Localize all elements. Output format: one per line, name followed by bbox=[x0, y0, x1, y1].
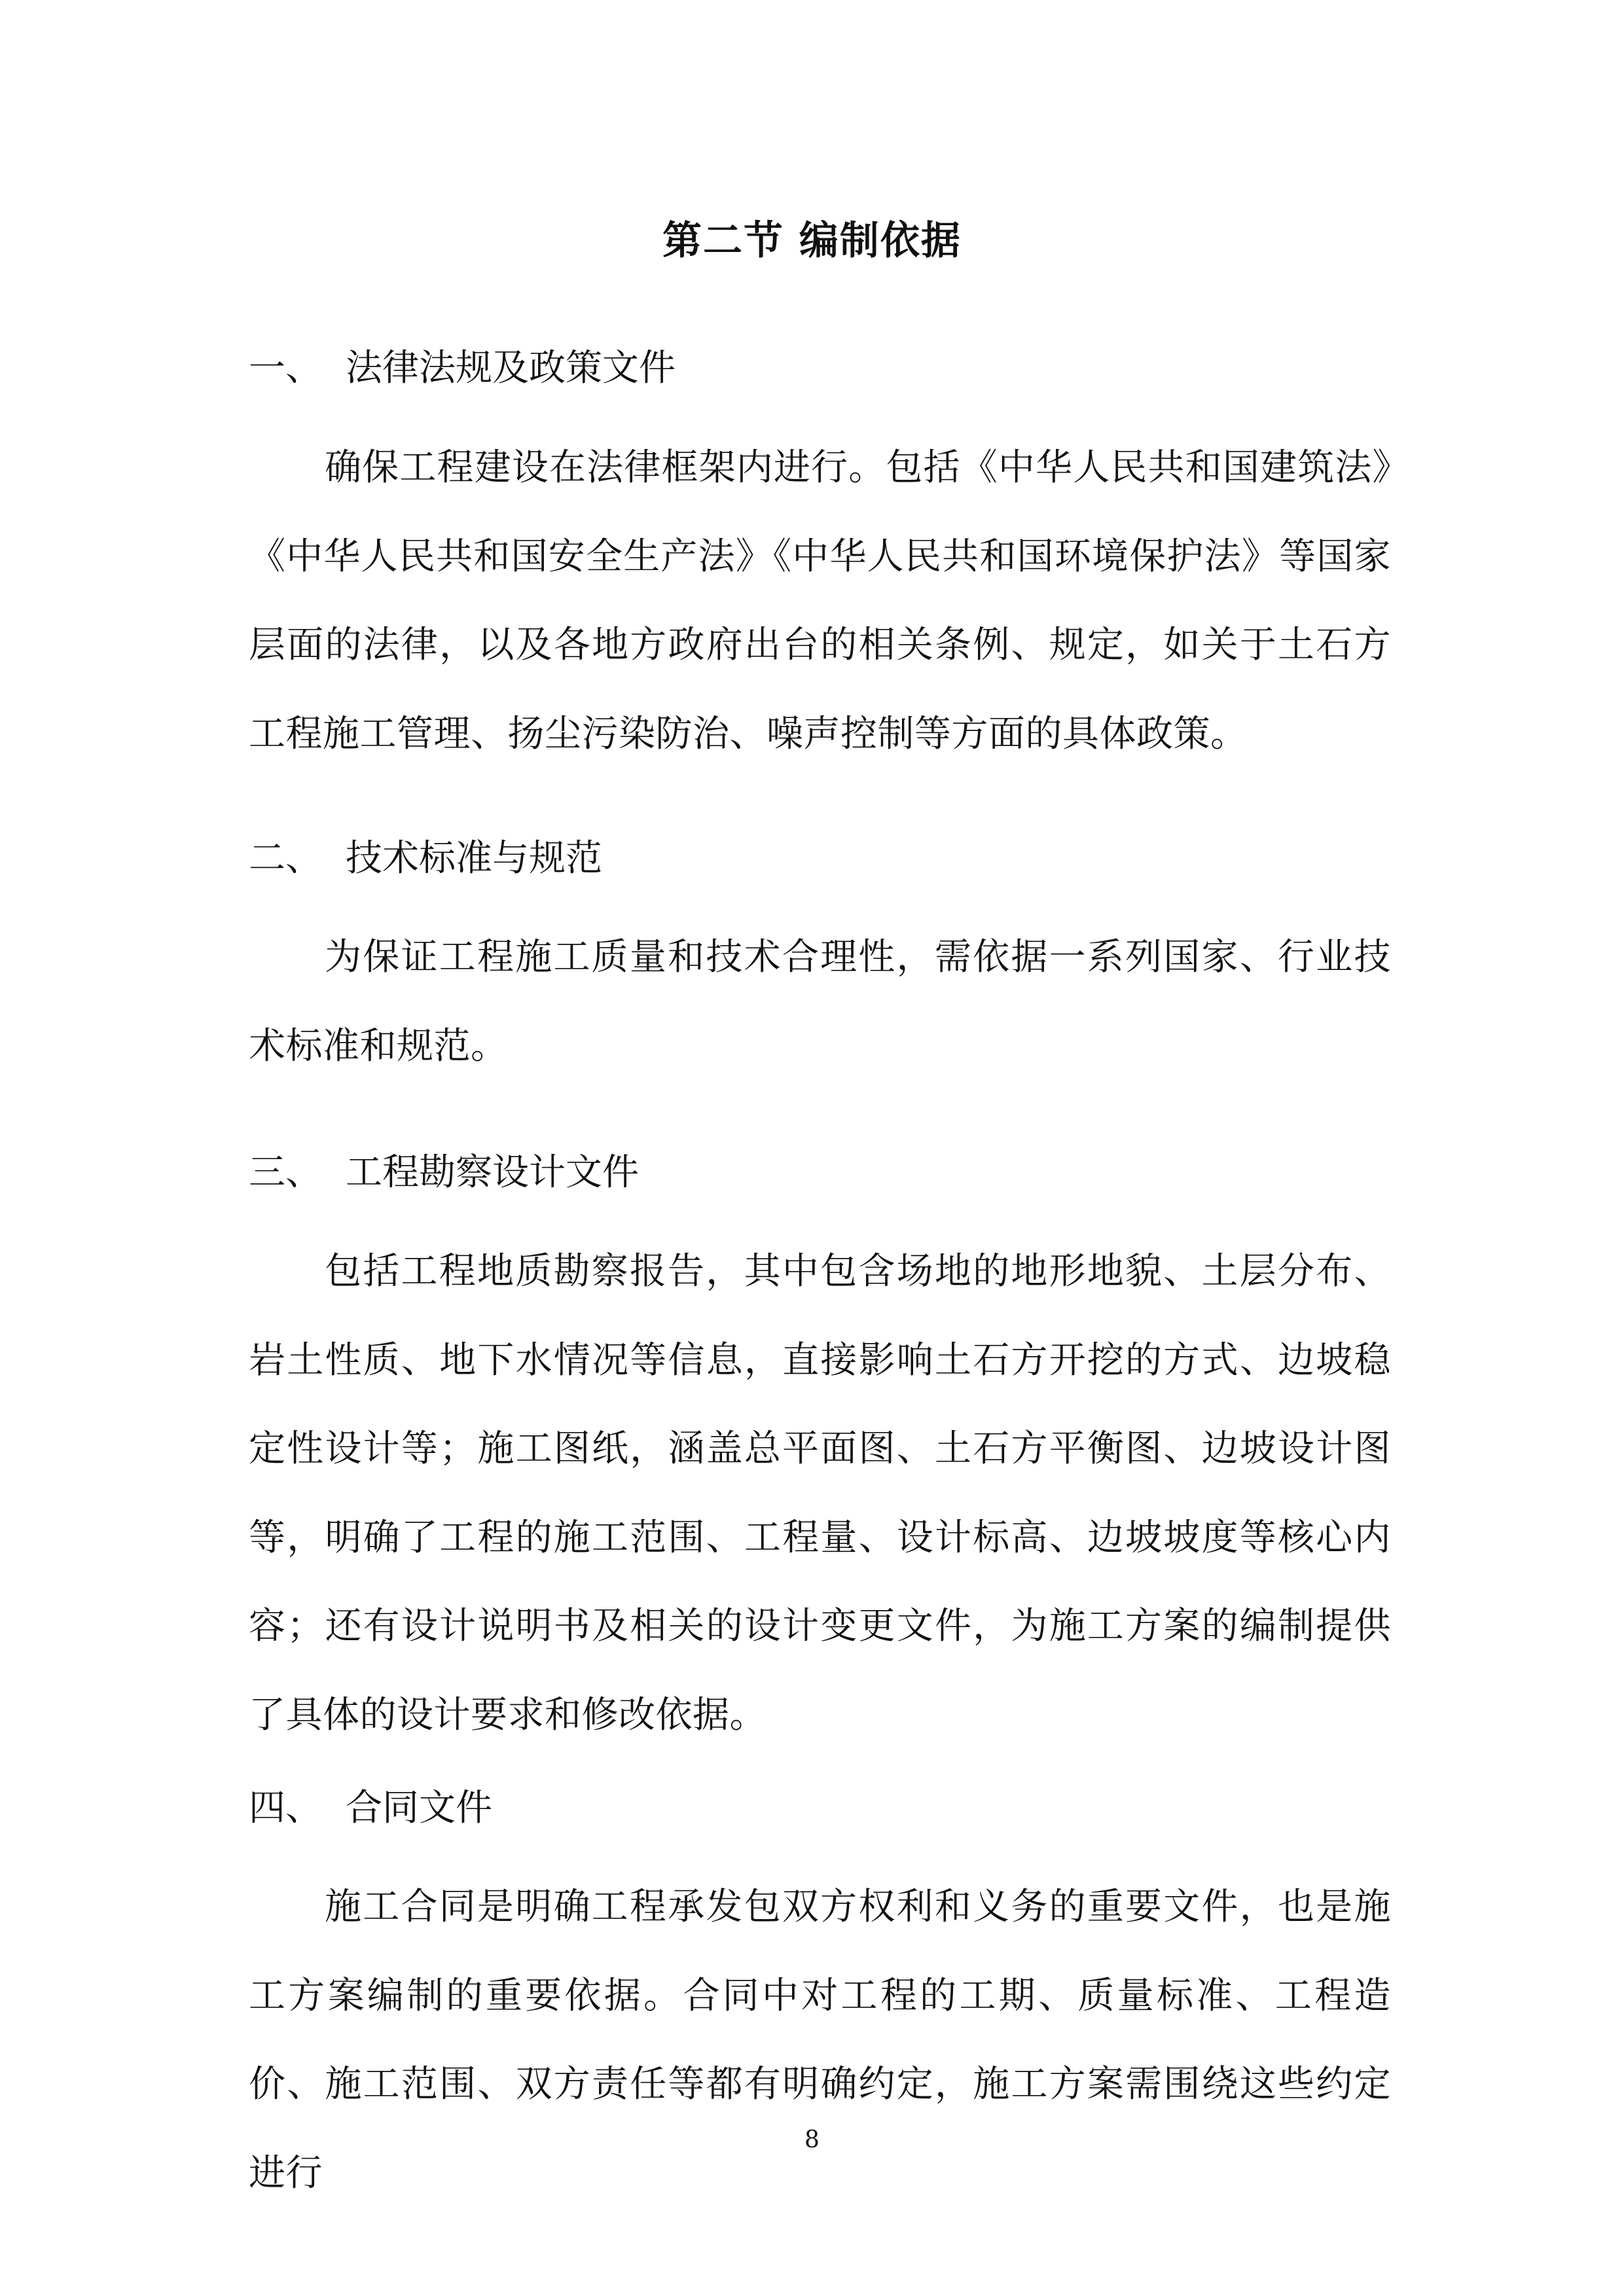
section-heading-1 bbox=[249, 336, 676, 401]
section-number: 三、 bbox=[249, 1151, 322, 1194]
section-number: 四、 bbox=[249, 1787, 322, 1829]
section-heading-text: 技术标准与规范 bbox=[346, 837, 602, 880]
section-heading-4 bbox=[249, 1776, 492, 1841]
section-heading-text: 法律法规及政策文件 bbox=[346, 347, 676, 389]
section-heading-3 bbox=[249, 1140, 639, 1206]
section-heading-text: 工程勘察设计文件 bbox=[346, 1151, 639, 1194]
section-heading-text: 合同文件 bbox=[346, 1787, 492, 1829]
section-number: 一、 bbox=[249, 347, 322, 389]
section-title: 第二节 编制依据 bbox=[662, 218, 962, 264]
page-number: 8 bbox=[804, 2126, 820, 2153]
section-heading-2 bbox=[249, 826, 602, 891]
section-paragraph-4: 施工合同是明确工程承发包双方权利和义务的重要文件，也是施工方案编制的重要依据。合同中对工程的工期、质量标准、工程造价、施工范围、双方责任等都有明确约定，施工方案需围绕这些约定进行 bbox=[249, 1886, 1391, 2195]
section-number: 二、 bbox=[249, 837, 322, 880]
section-paragraph-3: 包括工程地质勘察报告，其中包含场地的地形地貌、土层分布、岩土性质、地下水情况等信息，直接影响土石方开挖的方式、边坡稳定性设计等；施工图纸，涵盖总平面图、土石方平衡图、边坡设计图等，明确了工程的施工范围、工程量、设计标高、边坡坡度等核心内容；还有设计说明书及相关的设计变更文件，为施工方案的编制提供了具体的设计要求和修改依据。 bbox=[249, 1250, 1391, 1736]
section-paragraph-1: 确保工程建设在法律框架内进行。包括《中华人民共和国建筑法》《中华人民共和国安全生产法》《中华人民共和国环境保护法》等国家层面的法律，以及各地方政府出台的相关条例、规定，如关于土石方工程施工管理、扬尘污染防治、噪声控制等方面的具体政策。 bbox=[249, 446, 1391, 755]
section-paragraph-2: 为保证工程施工质量和技术合理性，需依据一系列国家、行业技术标准和规范。 bbox=[249, 936, 1391, 1067]
